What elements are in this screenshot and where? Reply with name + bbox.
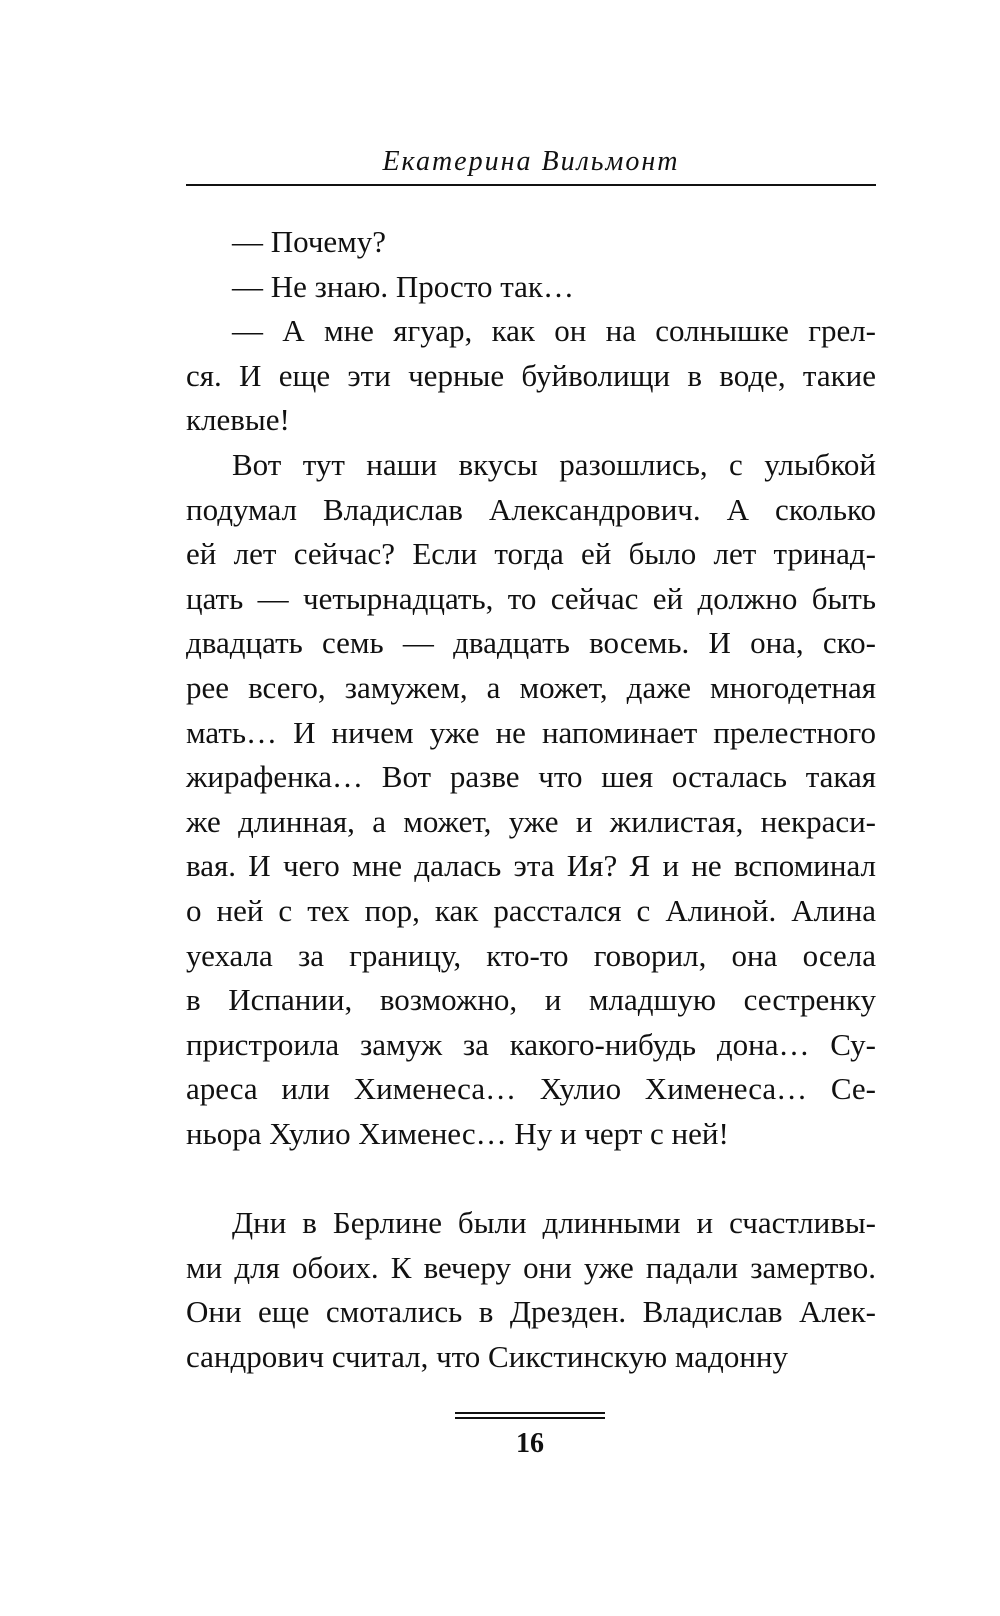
paragraph [186, 443, 876, 1157]
text-line: же длинная, а может, уже и жилистая, некраси- [186, 803, 876, 839]
folio-rule-bottom [455, 1417, 605, 1419]
text-line: сандрович считал, что Сикстинскую мадонну [186, 1338, 789, 1374]
text-line: — Не знаю. Просто так… [232, 268, 574, 304]
text-line: ареса или Хименеса… Хулио Хименеса… Се- [186, 1071, 876, 1107]
text-line: в Испании, возможно, и младшую сестренку [186, 982, 876, 1018]
page-number: 16 [516, 1428, 544, 1459]
paragraph [186, 220, 876, 265]
text-line: цать — четырнадцать, то сейчас ей должно быть [186, 580, 876, 616]
text-line: двадцать семь — двадцать восемь. И она, ско- [186, 625, 876, 661]
text-line: пристроила замуж за какого-нибудь дона… Су- [186, 1026, 876, 1062]
text-line: рее всего, замужем, а может, даже многодетная [186, 669, 876, 705]
text-line: ся. И еще эти черные буйволищи в воде, такие [186, 357, 876, 393]
text-line: о ней с тех пор, как расстался с Алиной. Алина [186, 892, 876, 928]
folio-rule-top [455, 1412, 605, 1414]
running-head: Екатерина Вильмонт [382, 146, 680, 177]
folio-rule [455, 1412, 605, 1419]
section-break [186, 1156, 876, 1201]
text-line: жирафенка… Вот разве что шея осталась такая [186, 759, 876, 795]
text-line: ей лет сейчас? Если тогда ей было лет тринад- [186, 536, 876, 572]
text-line: ньора Хулио Хименес… Ну и черт с ней! [186, 1115, 729, 1151]
text-line: ми для обоих. К вечеру они уже падали замертво. [186, 1249, 876, 1285]
body-text [186, 220, 876, 1379]
text-line: — А мне ягуар, как он на солнышке грел- [232, 313, 876, 349]
text-line: клевые! [186, 402, 290, 438]
text-line: подумал Владислав Александрович. А сколько [186, 491, 876, 527]
text-line: Они еще смотались в Дрезден. Владислав Алек- [186, 1294, 876, 1330]
text-line: — Почему? [232, 224, 387, 259]
text-line: Дни в Берлине были длинными и счастливы- [232, 1205, 876, 1241]
text-line: уехала за границу, кто-то говорил, она осела [186, 937, 876, 973]
text-line: вая. И чего мне далась эта Ия? Я и не вспоминал [186, 848, 876, 884]
paragraph [186, 1201, 876, 1379]
paragraph [186, 309, 876, 443]
text-line: Вот тут наши вкусы разошлись, с улыбкой [232, 446, 876, 482]
text-line: мать… И ничем уже не напоминает прелестного [186, 714, 876, 750]
header-rule [186, 184, 876, 186]
paragraph [186, 265, 876, 310]
